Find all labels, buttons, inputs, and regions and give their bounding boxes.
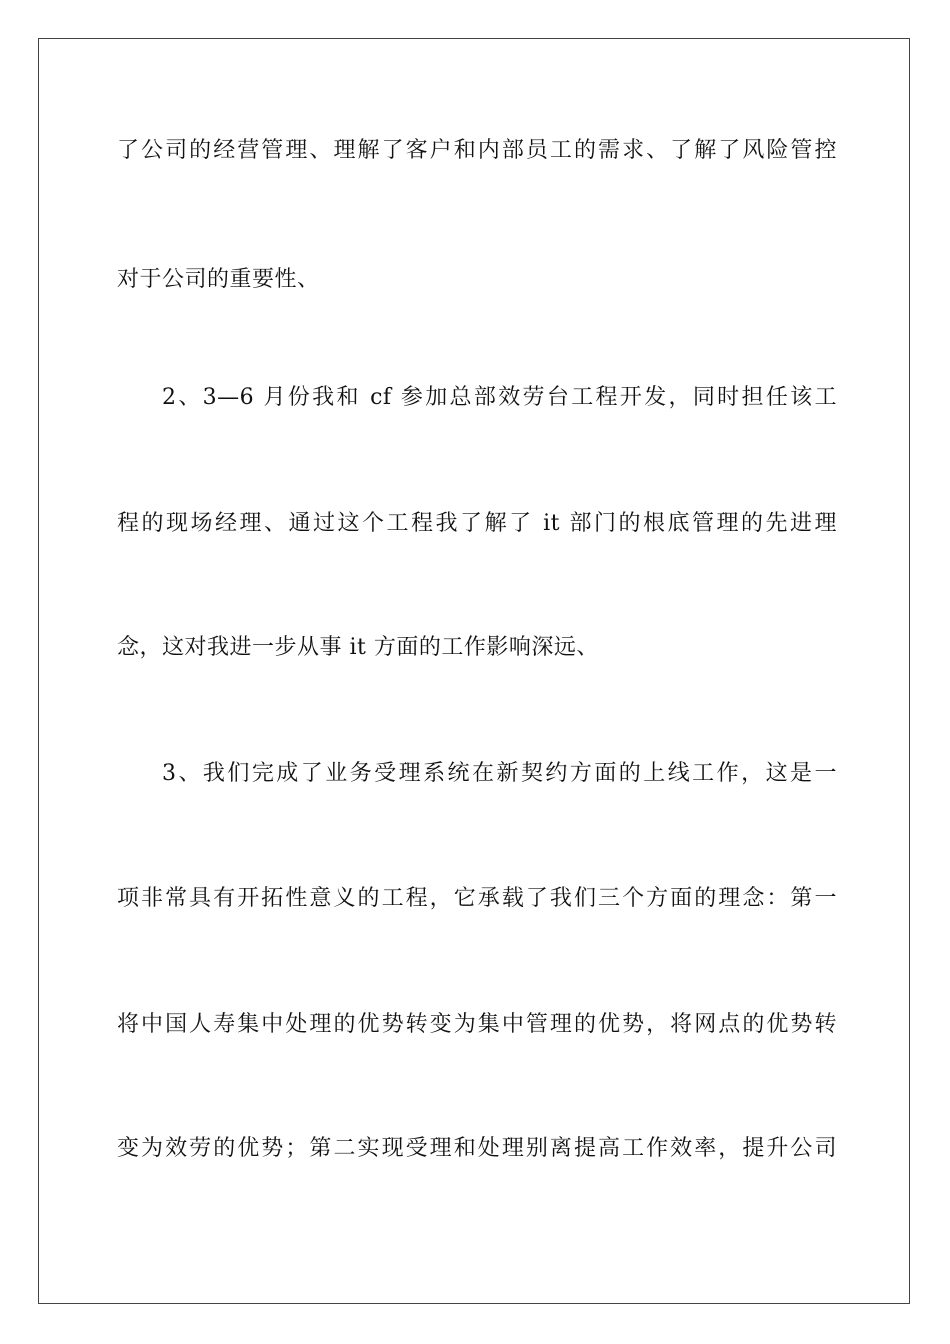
- text-line-9: 变为效劳的优势；第二实现受理和处理别离提高工作效率，提升公司: [117, 1136, 837, 1161]
- text-line-6: 3、我们完成了业务受理系统在新契约方面的上线工作，这是一: [162, 761, 837, 786]
- text-line-5: 念，这对我进一步从事 it 方面的工作影响深远、: [117, 635, 599, 660]
- text-line-7: 项非常具有开拓性意义的工程，它承载了我们三个方面的理念：第一: [117, 886, 837, 911]
- page-border: [38, 38, 910, 1304]
- text-line-3: 2、3—6 月份我和 cf 参加总部效劳台工程开发，同时担任该工: [162, 385, 837, 410]
- text-line-2: 对于公司的重要性、: [117, 267, 320, 292]
- text-line-8: 将中国人寿集中处理的优势转变为集中管理的优势，将网点的优势转: [117, 1012, 837, 1037]
- text-line-4: 程的现场经理、通过这个工程我了解了 it 部门的根底管理的先进理: [117, 511, 837, 536]
- text-line-1: 了公司的经营管理、理解了客户和内部员工的需求、了解了风险管控: [117, 138, 837, 163]
